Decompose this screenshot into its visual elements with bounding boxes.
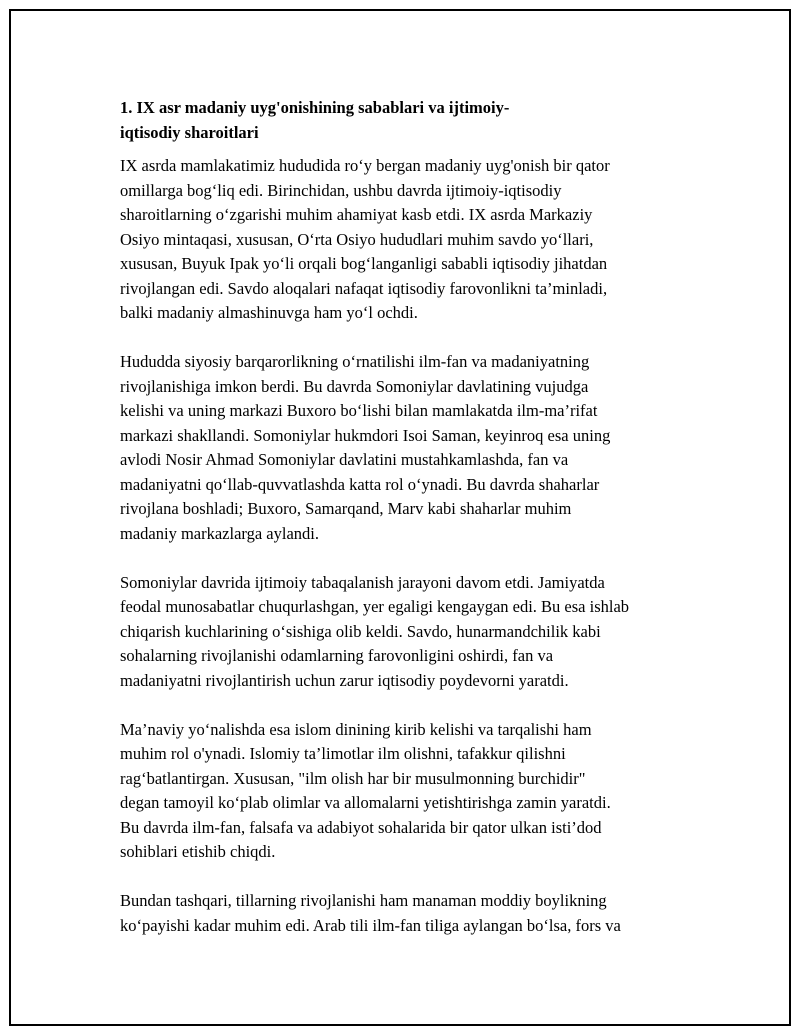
paragraph-line: degan tamoyil ko‘plab olimlar va allomalarni yetishtirishga zamin yaratdi. xyxy=(120,793,611,812)
paragraph-line: balki madaniy almashinuvga ham yo‘l ochdi. xyxy=(120,303,418,322)
paragraph-line: rivojlangan edi. Savdo aloqalari nafaqat iqtisodiy farovonlikni ta’minladi, xyxy=(120,278,608,298)
heading-line: 1. IX asr madaniy uyg'onishining sabablari va ijtimoiy- xyxy=(120,98,510,117)
paragraph-line: chiqarish kuchlarining o‘sishiga olib keldi. Savdo, hunarmandchilik kabi xyxy=(120,621,601,641)
paragraph-line: feodal munosabatlar chuqurlashgan, yer egaligi kengaygan edi. Bu esa ishlab xyxy=(120,597,630,616)
paragraph-line: rivojlana boshladi; Buxoro, Samarqand, Marv kabi shaharlar muhim xyxy=(120,499,572,518)
paragraph-line: madaniy markazlarga aylandi. xyxy=(120,523,319,543)
paragraph-line: kelishi va uning markazi Buxoro bo‘lishi bilan mamlakatda ilm-ma’rifat xyxy=(120,401,598,420)
paragraph-line: Hududda siyosiy barqarorlikning o‘rnatilishi ilm-fan va madaniyatning xyxy=(120,352,590,371)
paragraph-line: Somoniylar davrida ijtimoiy tabaqalanish jarayoni davom etdi. Jamiyatda xyxy=(120,572,605,592)
paragraph-line: markazi shakllandi. Somoniylar hukmdori Isoi Saman, keyinroq esa uning xyxy=(120,425,611,445)
heading-line: iqtisodiy sharoitlari xyxy=(120,122,259,142)
paragraph-line: Bu davrda ilm-fan, falsafa va adabiyot sohalarida bir qator ulkan isti’dod xyxy=(120,817,602,837)
paragraph-line: Bundan tashqari, tillarning rivojlanishi ham manaman moddiy boylikning xyxy=(120,891,607,910)
paragraph-line: avlodi Nosir Ahmad Somoniylar davlatini mustahkamlashda, fan va xyxy=(120,450,569,469)
paragraph-line: omillarga bog‘liq edi. Birinchidan, ushbu davrda ijtimoiy-iqtisodiy xyxy=(120,180,562,200)
paragraph-line: Ma’naviy yo‘nalishda esa islom dinining kirib kelishi va tarqalishi ham xyxy=(120,719,592,739)
paragraph-line: muhim rol o'ynadi. Islomiy ta’limotlar ilm olishni, tafakkur qilishni xyxy=(120,744,566,763)
paragraph xyxy=(120,718,710,865)
paragraph-line: rivojlanishiga imkon berdi. Bu davrda Somoniylar davlatining vujudga xyxy=(120,376,589,396)
paragraph-line: IX asrda mamlakatimiz hududida ro‘y bergan madaniy uyg'onish bir qator xyxy=(120,156,610,175)
paragraph-line: madaniyatni rivojlantirish uchun zarur iqtisodiy poydevorni yaratdi. xyxy=(120,670,569,690)
paragraph-line: Osiyo mintaqasi, xususan, O‘rta Osiyo hududlari muhim savdo yo‘llari, xyxy=(120,229,594,249)
paragraph-line: xususan, Buyuk Ipak yo‘li orqali bog‘langanligi sababli iqtisodiy jihatdan xyxy=(120,254,608,273)
page-frame xyxy=(9,9,791,1026)
paragraph xyxy=(120,889,710,938)
paragraph-line: sohiblari etishib chiqdi. xyxy=(120,842,276,861)
paragraph xyxy=(120,571,710,694)
document-body xyxy=(120,96,710,963)
paragraph-line: madaniyatni qo‘llab-quvvatlashda katta rol o‘ynadi. Bu davrda shaharlar xyxy=(120,474,600,494)
paragraph xyxy=(120,154,710,326)
paragraph-line: ko‘payishi kadar muhim edi. Arab tili ilm-fan tiliga aylangan bo‘lsa, fors va xyxy=(120,915,621,935)
paragraph xyxy=(120,350,710,546)
paragraph-line: rag‘batlantirgan. Xususan, "ilm olish har bir musulmonning burchidir" xyxy=(120,768,586,788)
paragraph-line: sharoitlarning o‘zgarishi muhim ahamiyat kasb etdi. IX asrda Markaziy xyxy=(120,205,593,224)
section-heading xyxy=(120,96,710,145)
paragraph-line: sohalarning rivojlanishi odamlarning farovonligini oshirdi, fan va xyxy=(120,646,554,665)
